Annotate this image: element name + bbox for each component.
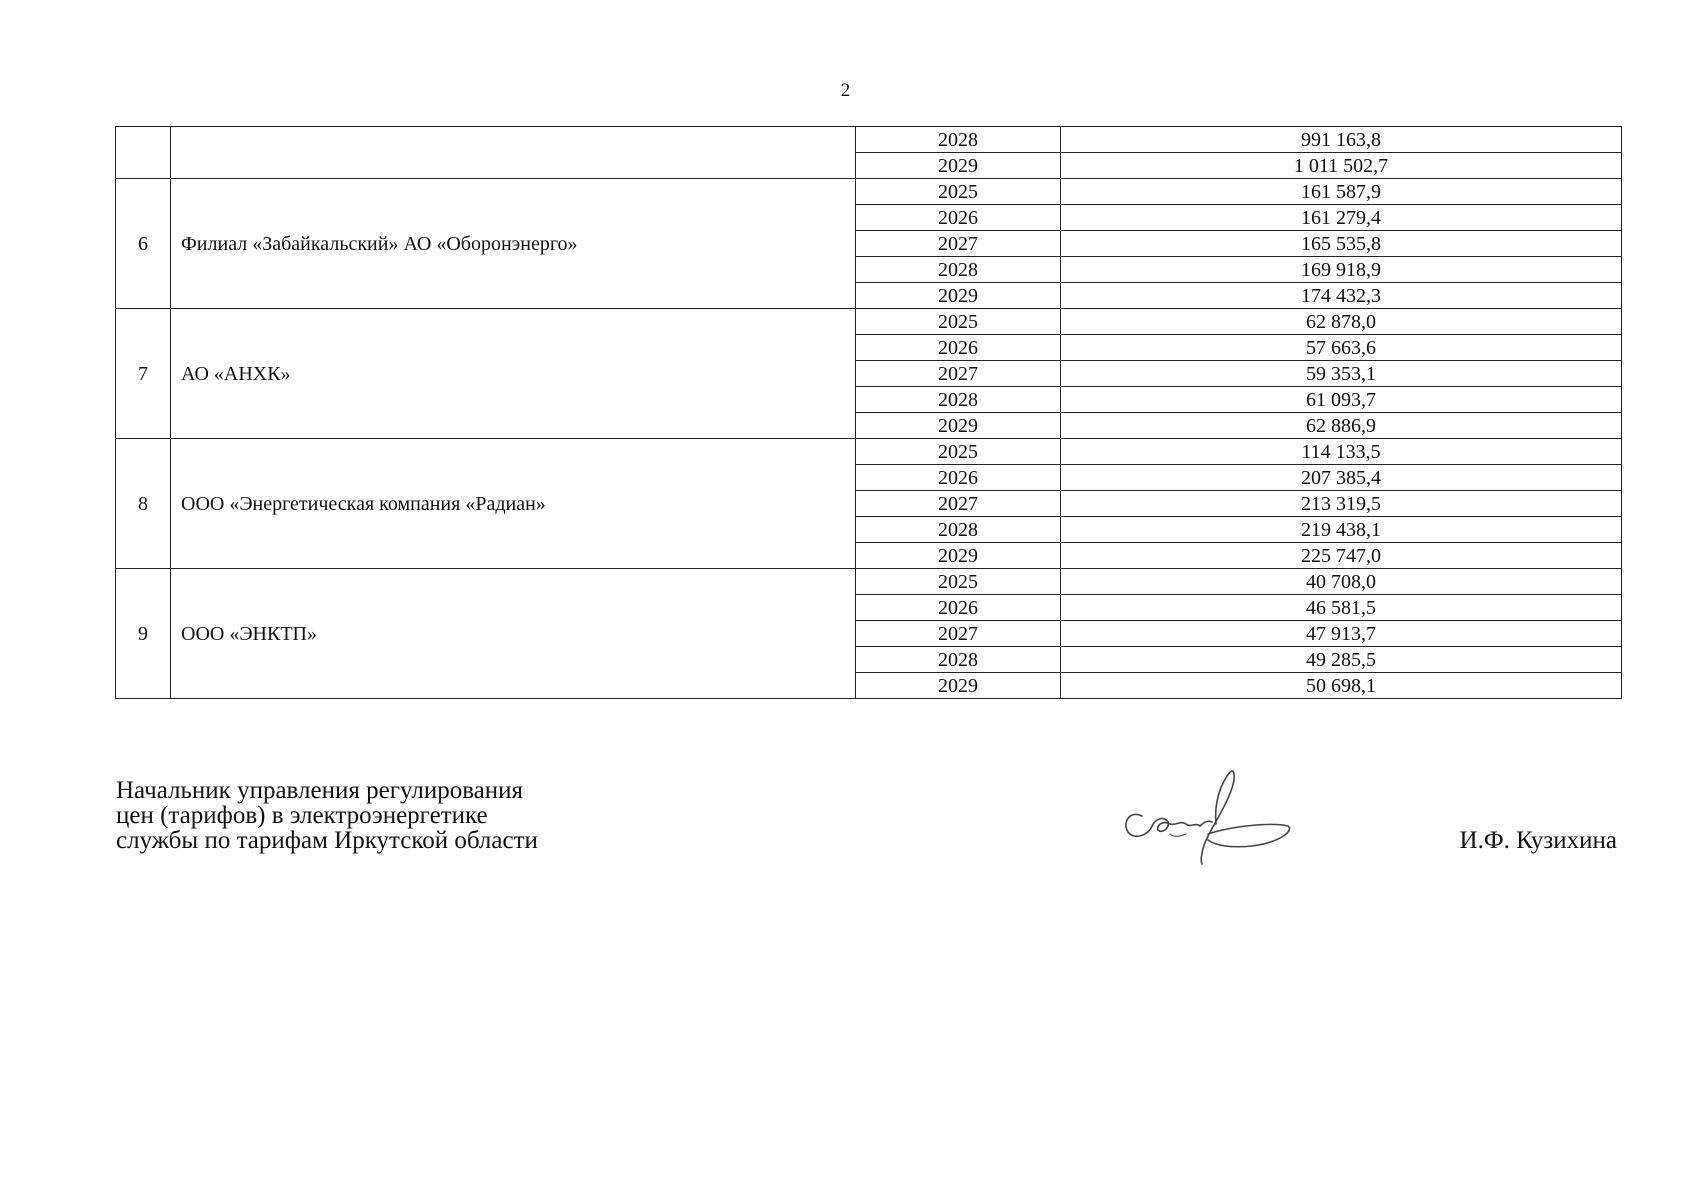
year-cell: 2025 [856, 439, 1061, 465]
year-cell: 2029 [856, 413, 1061, 439]
value-cell: 219 438,1 [1061, 517, 1622, 543]
year-cell: 2025 [856, 309, 1061, 335]
value-cell: 207 385,4 [1061, 465, 1622, 491]
year-cell: 2026 [856, 465, 1061, 491]
value-cell: 161 279,4 [1061, 205, 1622, 231]
year-cell: 2028 [856, 257, 1061, 283]
value-cell: 46 581,5 [1061, 595, 1622, 621]
value-cell: 165 535,8 [1061, 231, 1622, 257]
value-cell: 169 918,9 [1061, 257, 1622, 283]
value-cell: 225 747,0 [1061, 543, 1622, 569]
table-row [116, 309, 1622, 335]
signature-icon [1112, 764, 1292, 874]
value-cell: 50 698,1 [1061, 673, 1622, 699]
value-cell: 114 133,5 [1061, 439, 1622, 465]
value-cell: 62 878,0 [1061, 309, 1622, 335]
value-cell: 62 886,9 [1061, 413, 1622, 439]
row-number-cell [116, 127, 171, 179]
year-cell: 2026 [856, 335, 1061, 361]
signatory-title-line: службы по тарифам Иркутской области [116, 827, 538, 854]
signer-name: И.Ф. Кузихина [1459, 827, 1617, 854]
year-cell: 2026 [856, 595, 1061, 621]
signatory-title-line: цен (тарифов) в электроэнергетике [116, 802, 488, 829]
value-cell: 174 432,3 [1061, 283, 1622, 309]
year-cell: 2029 [856, 543, 1061, 569]
year-cell: 2028 [856, 387, 1061, 413]
signatory-title-line: Начальник управления регулирования [116, 777, 524, 804]
page-number: 2 [840, 80, 851, 101]
year-cell: 2027 [856, 621, 1061, 647]
table-row [116, 439, 1622, 465]
signatory-title [116, 778, 538, 853]
value-cell: 991 163,8 [1061, 127, 1622, 153]
value-cell: 213 319,5 [1061, 491, 1622, 517]
row-number-cell: 6 [116, 179, 171, 309]
value-cell: 40 708,0 [1061, 569, 1622, 595]
organization-cell: ООО «Энергетическая компания «Радиан» [171, 439, 856, 569]
year-cell: 2025 [856, 569, 1061, 595]
value-cell: 1 011 502,7 [1061, 153, 1622, 179]
table-row [116, 127, 1622, 153]
year-cell: 2029 [856, 153, 1061, 179]
value-cell: 61 093,7 [1061, 387, 1622, 413]
value-cell: 59 353,1 [1061, 361, 1622, 387]
year-cell: 2025 [856, 179, 1061, 205]
table-row [116, 569, 1622, 595]
year-cell: 2029 [856, 283, 1061, 309]
year-cell: 2026 [856, 205, 1061, 231]
row-number-cell: 8 [116, 439, 171, 569]
table-row [116, 179, 1622, 205]
row-number-cell: 7 [116, 309, 171, 439]
row-number-cell: 9 [116, 569, 171, 699]
value-cell: 49 285,5 [1061, 647, 1622, 673]
organization-cell [171, 127, 856, 179]
organization-cell: АО «АНХК» [171, 309, 856, 439]
year-cell: 2028 [856, 517, 1061, 543]
organization-cell: ООО «ЭНКТП» [171, 569, 856, 699]
year-cell: 2029 [856, 673, 1061, 699]
year-cell: 2028 [856, 647, 1061, 673]
year-cell: 2027 [856, 361, 1061, 387]
year-cell: 2027 [856, 231, 1061, 257]
organization-cell: Филиал «Забайкальский» АО «Оборонэнерго» [171, 179, 856, 309]
year-cell: 2027 [856, 491, 1061, 517]
value-cell: 161 587,9 [1061, 179, 1622, 205]
tariff-table [115, 126, 1622, 699]
year-cell: 2028 [856, 127, 1061, 153]
value-cell: 47 913,7 [1061, 621, 1622, 647]
value-cell: 57 663,6 [1061, 335, 1622, 361]
